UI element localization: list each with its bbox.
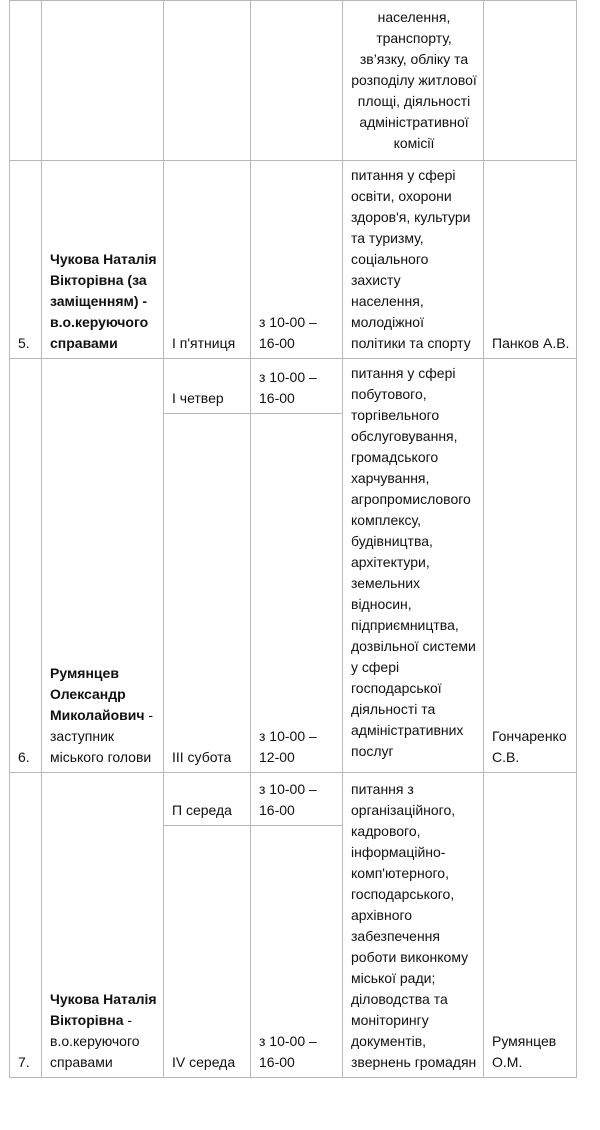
reception-time: з 10-00 – 16-00 bbox=[259, 314, 317, 351]
official-name: Румянцев Олександр Миколайович bbox=[50, 665, 145, 723]
time-cell bbox=[251, 414, 343, 773]
schedule-table bbox=[9, 0, 577, 1078]
day-cell bbox=[164, 359, 251, 414]
table-row bbox=[10, 161, 577, 359]
responsible-person: Румянцев О.М. bbox=[492, 1033, 557, 1070]
num-cell bbox=[10, 1, 42, 161]
topics-cell bbox=[343, 359, 484, 773]
responsible-cell bbox=[484, 359, 577, 773]
responsible-cell bbox=[484, 161, 577, 359]
topics-text: питання у сфері освіти, охорони здоров'я, культури та туризму, соціального захисту населення, молодіжної політики та спорту bbox=[351, 167, 471, 351]
num-cell bbox=[10, 359, 42, 773]
time-cell bbox=[251, 161, 343, 359]
reception-time: з 10-00 – 12-00 bbox=[259, 728, 317, 765]
num-cell bbox=[10, 161, 42, 359]
day-cell bbox=[164, 1, 251, 161]
day-cell bbox=[164, 826, 251, 1078]
responsible-person: Панков А.В. bbox=[492, 335, 570, 351]
time-cell bbox=[251, 1, 343, 161]
reception-time: з 10-00 – 16-00 bbox=[259, 1033, 317, 1070]
topics-text: населення, транспорту, зв’язку, обліку та розподілу житлової площі, діяльності адміністративної комісії bbox=[351, 9, 477, 151]
official-position: - в.о.керуючого справами bbox=[50, 1012, 140, 1070]
table-row bbox=[10, 1, 577, 161]
responsible-cell bbox=[484, 1, 577, 161]
name-cell bbox=[42, 1, 164, 161]
table-row bbox=[10, 773, 577, 826]
day-cell bbox=[164, 773, 251, 826]
responsible-person: Гончаренко С.В. bbox=[492, 728, 567, 765]
reception-day: І четвер bbox=[172, 390, 224, 406]
name-cell bbox=[42, 359, 164, 773]
table-row bbox=[10, 359, 577, 414]
num-cell bbox=[10, 773, 42, 1078]
time-cell bbox=[251, 359, 343, 414]
row-number: 7. bbox=[18, 1054, 30, 1070]
topics-cell bbox=[343, 161, 484, 359]
time-cell bbox=[251, 773, 343, 826]
reception-day: ІV середа bbox=[172, 1054, 236, 1070]
official-position: - заступник міського голови bbox=[50, 707, 154, 765]
topics-cell bbox=[343, 1, 484, 161]
topics-text: питання у сфері побутового, торгівельного обслуговування, громадського харчування, агропромислового комплексу, будівництва, архітектури, земельних відносин, підприємництва, дозвільної системи у сфері господарської діяльності та адміністративних послуг bbox=[351, 365, 476, 759]
topics-cell bbox=[343, 773, 484, 1078]
time-cell bbox=[251, 826, 343, 1078]
reception-day: І п'ятниця bbox=[172, 335, 236, 351]
responsible-cell bbox=[484, 773, 577, 1078]
name-cell bbox=[42, 773, 164, 1078]
reception-day: П середа bbox=[172, 802, 232, 818]
name-cell bbox=[42, 161, 164, 359]
topics-text: питання з організаційного, кадрового, інформаційно-комп'ютерного, господарського, архівного забезпечення роботи виконкому міської ради; діловодства та моніторингу документів, звернень громадян bbox=[351, 781, 477, 1070]
official-name: Чукова Наталія Вікторівна (за заміщенням) - в.о.керуючого справами bbox=[50, 251, 157, 351]
row-number: 6. bbox=[18, 749, 30, 765]
official-name: Чукова Наталія Вікторівна bbox=[50, 991, 157, 1028]
reception-time: з 10-00 – 16-00 bbox=[259, 369, 317, 406]
row-number: 5. bbox=[18, 335, 30, 351]
day-cell bbox=[164, 414, 251, 773]
day-cell bbox=[164, 161, 251, 359]
reception-day: ІІІ субота bbox=[172, 749, 232, 765]
reception-time: з 10-00 – 16-00 bbox=[259, 781, 317, 818]
